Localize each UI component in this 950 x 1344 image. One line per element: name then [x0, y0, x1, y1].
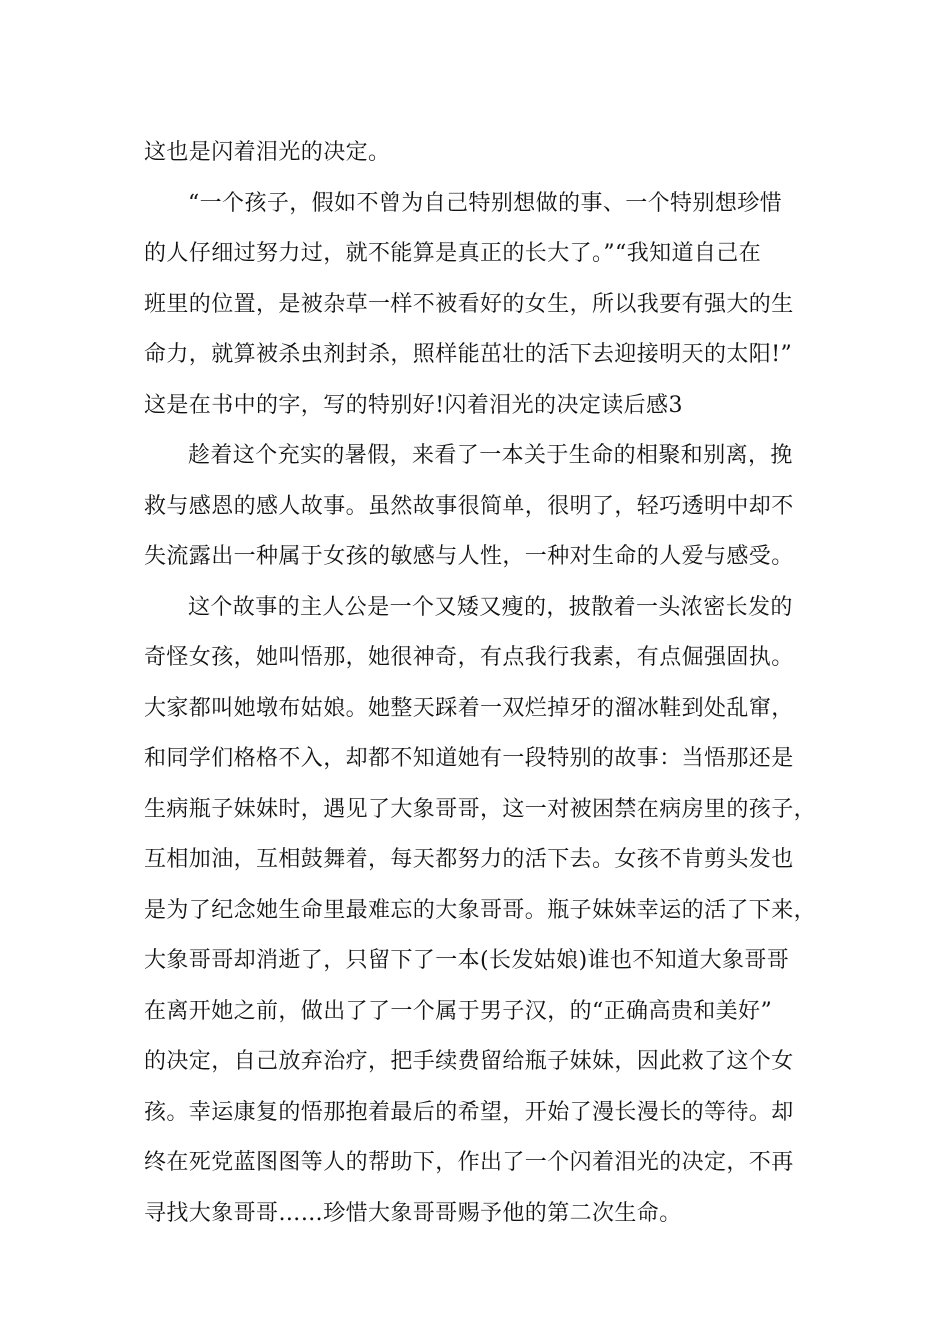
text-line: “一个孩子，假如不曾为自己特别想做的事、一个特别想珍惜 — [188, 191, 783, 216]
text-line: 奇怪女孩，她叫悟那，她很神奇，有点我行我素，有点倔强固执。 — [144, 645, 794, 670]
text-line: 寻找大象哥哥……珍惜大象哥哥赐予他的第二次生命。 — [144, 1201, 682, 1226]
text-line: 趁着这个充实的暑假，来看了一本关于生命的相聚和别离，挽 — [188, 443, 793, 468]
text-line: 的决定，自己放弃治疗，把手续费留给瓶子妹妹，因此救了这个女 — [144, 1049, 794, 1074]
text-line: 大家都叫她墩布姑娘。她整天踩着一双烂掉牙的溜冰鞋到处乱窜， — [144, 696, 794, 721]
text-line: 班里的位置，是被杂草一样不被看好的女生，所以我要有强大的生 — [144, 292, 794, 317]
text-line: 的人仔细过努力过，就不能算是真正的长大了。”“我知道自己在 — [144, 241, 762, 266]
text-line: 命力，就算被杀虫剂封杀，照样能茁壮的活下去迎接明天的太阳!” — [144, 342, 793, 367]
text-line: 这也是闪着泪光的决定。 — [144, 140, 391, 165]
text-line: 孩。幸运康复的悟那抱着最后的希望，开始了漫长漫长的等待。却 — [144, 1100, 794, 1125]
text-line: 和同学们格格不入，却都不知道她有一段特别的故事：当悟那还是 — [144, 746, 794, 771]
text-line: 这是在书中的字，写的特别好!闪着泪光的决定读后感3 — [144, 393, 683, 418]
text-line: 终在死党蓝图图等人的帮助下，作出了一个闪着泪光的决定，不再 — [144, 1150, 794, 1175]
text-line: 大象哥哥却消逝了，只留下了一本(长发姑娘)谁也不知道大象哥哥 — [144, 948, 790, 973]
text-line: 救与感恩的感人故事。虽然故事很简单，很明了，轻巧透明中却不 — [144, 494, 794, 519]
text-line: 在离开她之前，做出了了一个属于男子汉，的“正确高贵和美好” — [144, 999, 773, 1024]
text-line: 互相加油，互相鼓舞着，每天都努力的活下去。女孩不肯剪头发也 — [144, 847, 794, 872]
text-line: 生病瓶子妹妹时，遇见了大象哥哥，这一对被困禁在病房里的孩子， — [144, 797, 817, 822]
text-line: 失流露出一种属于女孩的敏感与人性，一种对生命的人爱与感受。 — [144, 544, 794, 569]
text-line: 是为了纪念她生命里最难忘的大象哥哥。瓶子妹妹幸运的活了下来， — [144, 898, 817, 923]
text-line: 这个故事的主人公是一个又矮又瘦的，披散着一头浓密长发的 — [188, 595, 793, 620]
